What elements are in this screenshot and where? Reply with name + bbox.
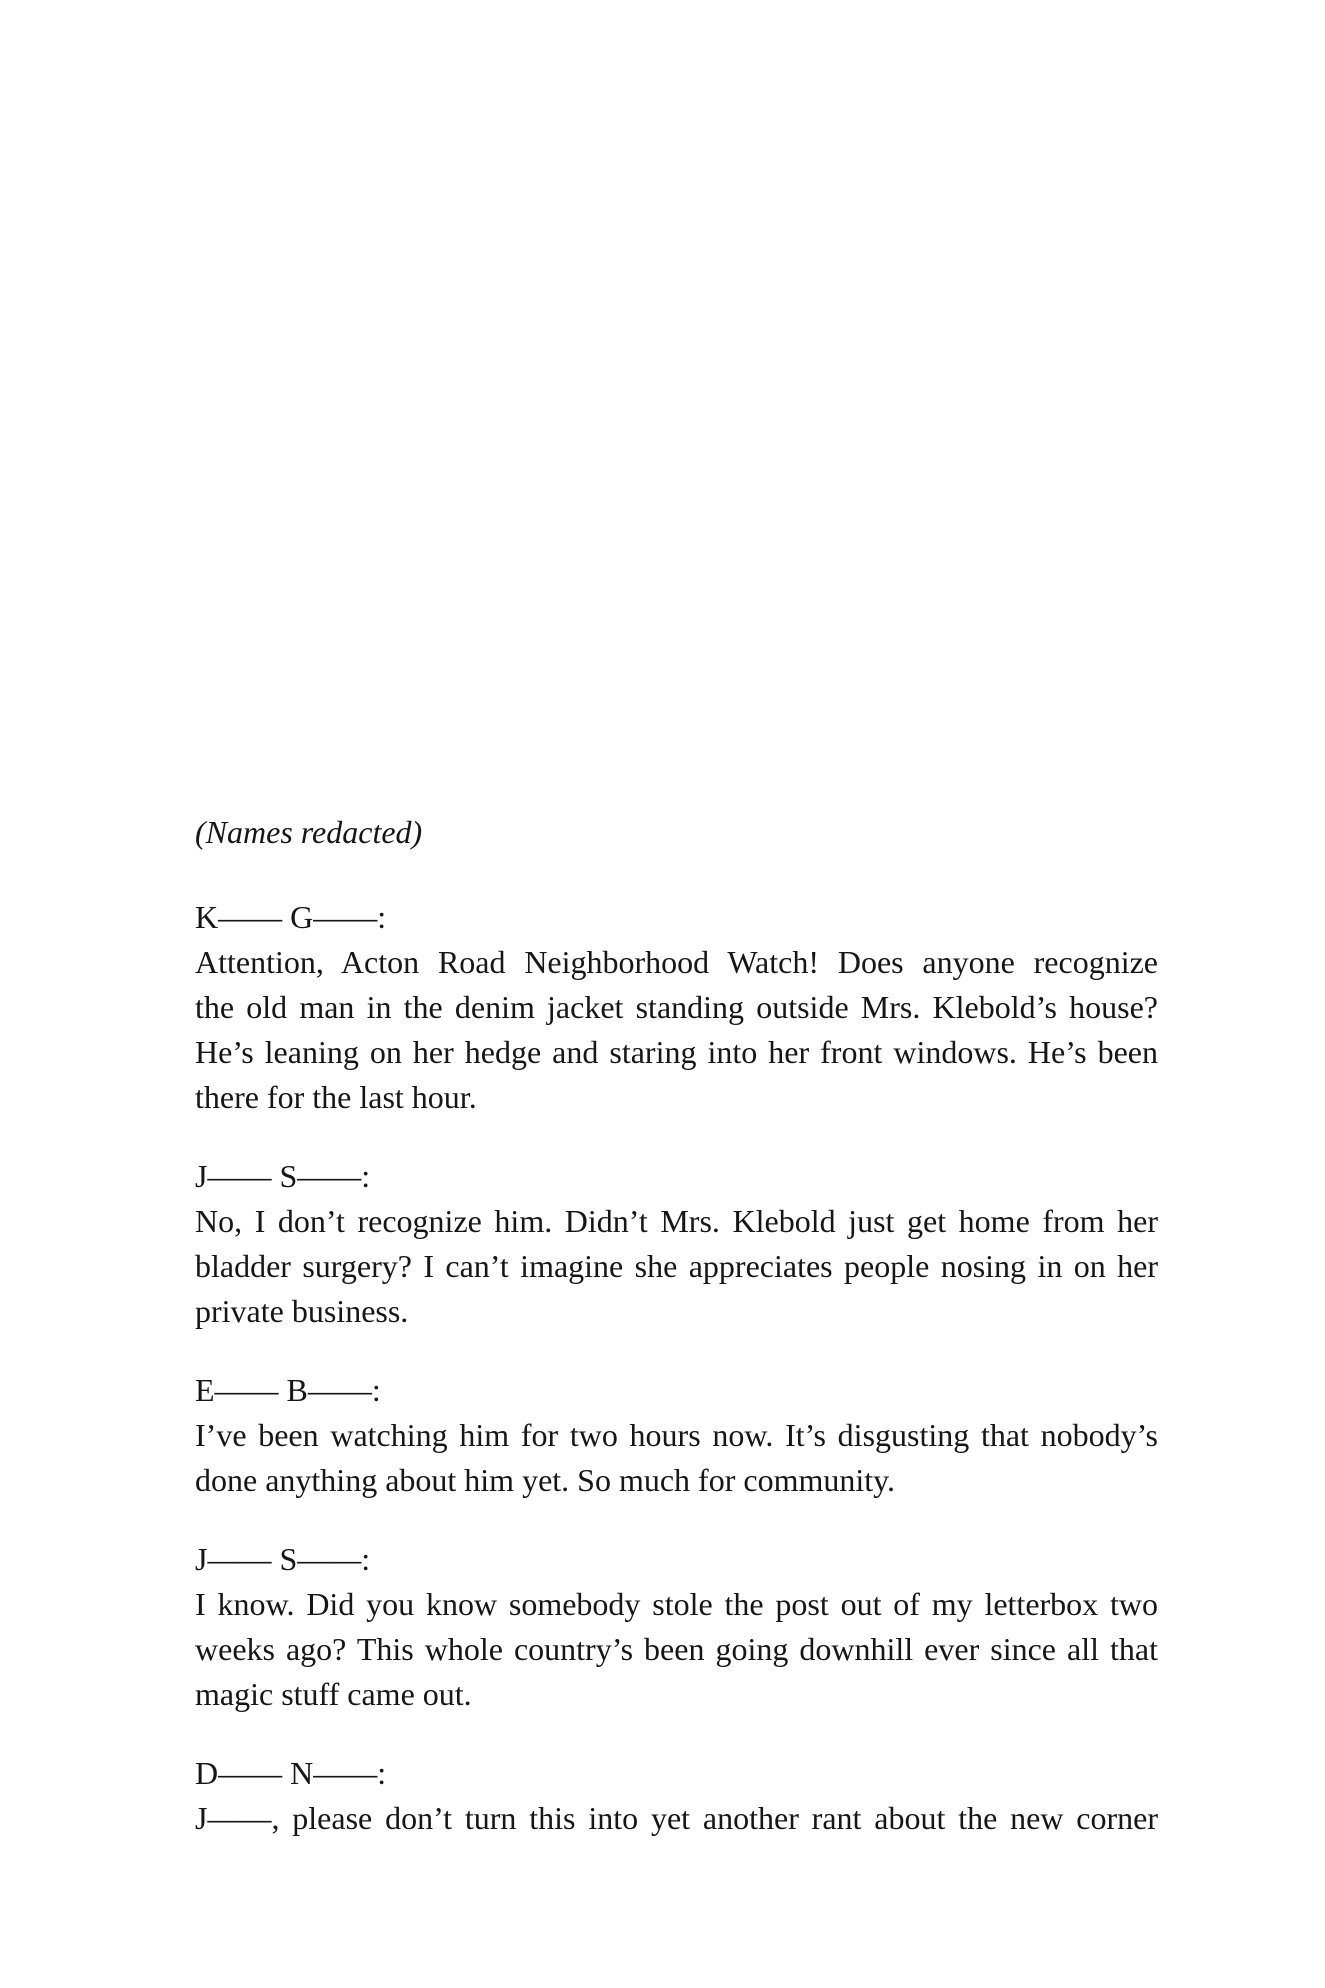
message-line: bladder surgery? I can’t imagine she appreciates people nosing in on her (195, 1248, 1158, 1284)
message-block (195, 1537, 1158, 1717)
message-block (195, 1368, 1158, 1503)
message-block (195, 1154, 1158, 1334)
message-line: Attention, Acton Road Neighborhood Watch! Does anyone recognize (195, 944, 1158, 980)
message-line: there for the last hour. (195, 1079, 477, 1115)
message-block (195, 1751, 1158, 1841)
message-line: I’ve been watching him for two hours now. It’s disgusting that nobody’s (195, 1417, 1158, 1453)
message-sender: J—— S——: (195, 1158, 371, 1194)
message-line: done anything about him yet. So much for community. (195, 1462, 896, 1498)
message-line: I know. Did you know somebody stole the post out of my letterbox two (195, 1586, 1158, 1622)
message-lines (195, 1796, 1158, 1841)
message-sender: K—— G——: (195, 899, 387, 935)
message-sender: J—— S——: (195, 1541, 371, 1577)
messages (195, 895, 1158, 1841)
message-lines (195, 1582, 1158, 1717)
message-line: weeks ago? This whole country’s been going downhill ever since all that (195, 1631, 1158, 1667)
message-line: private business. (195, 1293, 409, 1329)
message-lines (195, 1199, 1158, 1334)
message-line: J——, please don’t turn this into yet another rant about the new corner (195, 1800, 1158, 1836)
message-lines (195, 940, 1158, 1120)
message-line: the old man in the denim jacket standing outside Mrs. Klebold’s house? (195, 989, 1158, 1025)
message-sender: D—— N——: (195, 1755, 387, 1791)
message-block (195, 895, 1158, 1120)
redaction-note: (Names redacted) (195, 814, 423, 850)
message-line: He’s leaning on her hedge and staring into her front windows. He’s been (195, 1034, 1158, 1070)
message-line: magic stuff came out. (195, 1676, 472, 1712)
message-lines (195, 1413, 1158, 1503)
message-sender: E—— B——: (195, 1372, 381, 1408)
message-line: No, I don’t recognize him. Didn’t Mrs. Klebold just get home from her (195, 1203, 1158, 1239)
